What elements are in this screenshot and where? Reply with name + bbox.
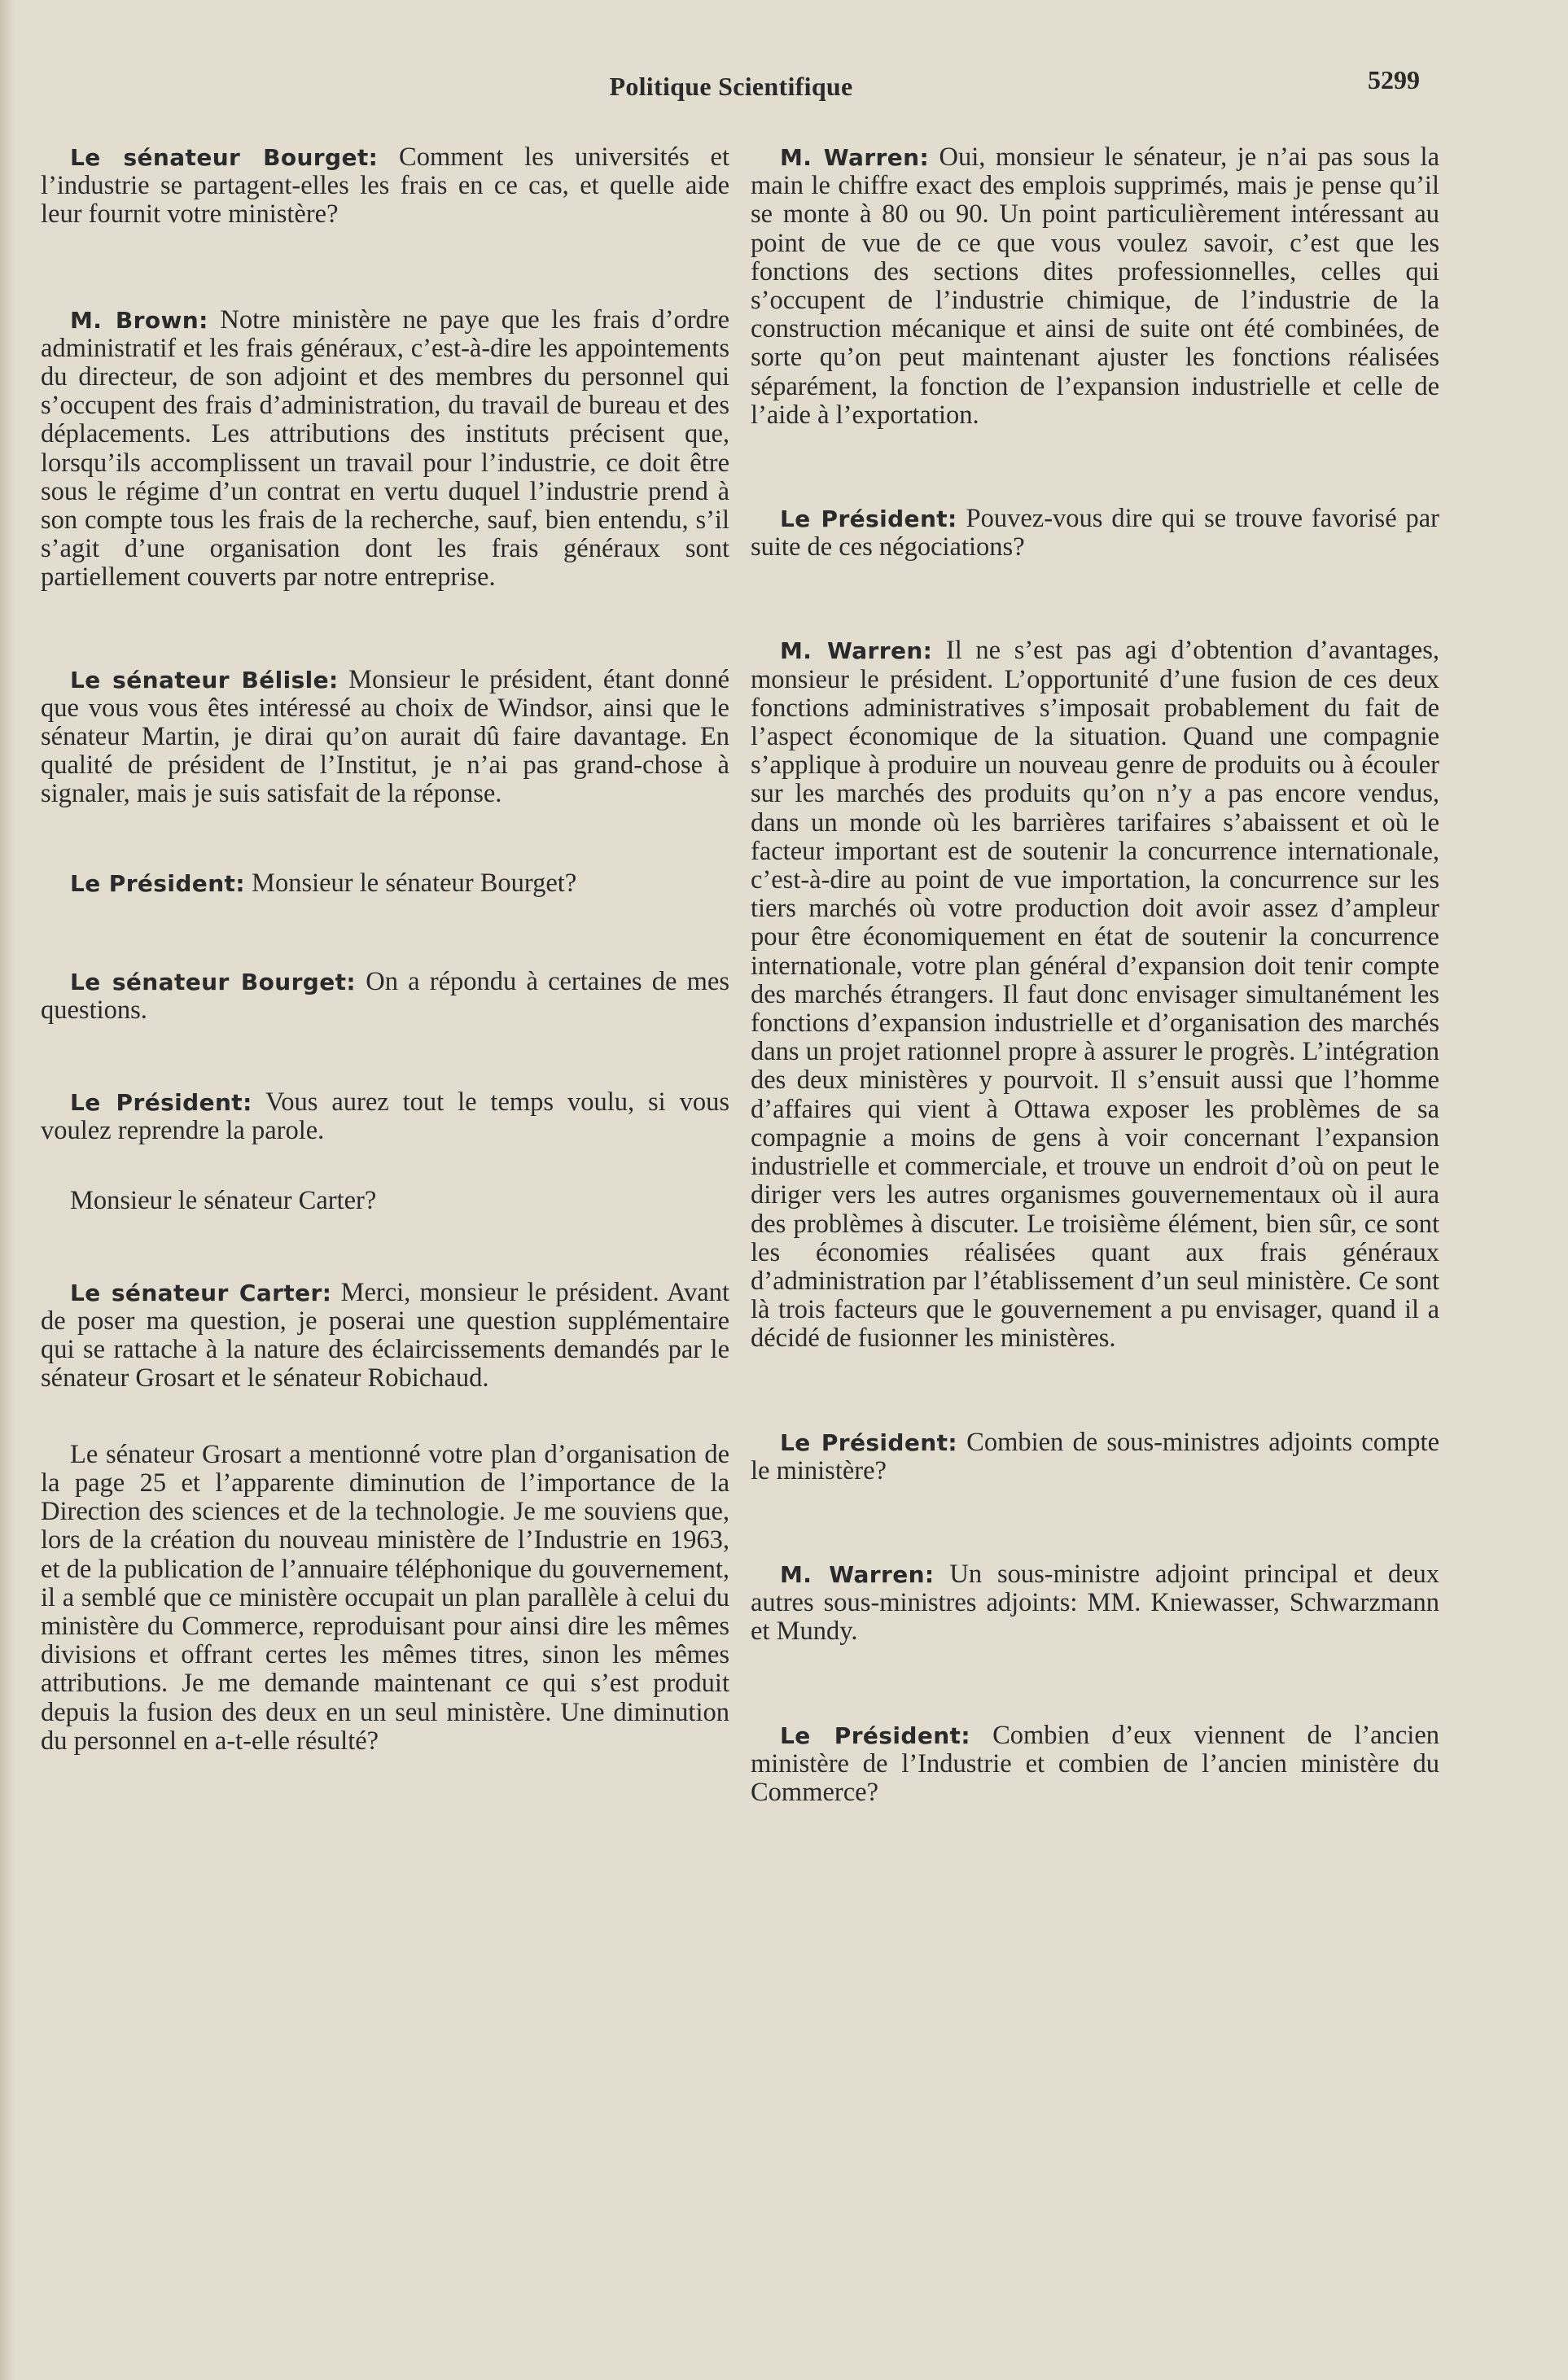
paragraph-text: Le sénateur Grosart a mentionné votre plan d’organisation de la page 25 et l’apparente diminution de l’importance de la Direction des sciences et de la technologie. Je me souviens que, lors de la création du nouveau ministère de l’Industrie en 1963, et de la publication de l’annuaire téléphonique du gouvernement, il a semblé que ce ministère occupait un plan parallèle à celui du ministère du Commerce, reproduisant pour ainsi dire les mêmes divisions et offrant certes les mêmes titres, sinon les mêmes attributions. Je me demande maintenant ce qui s’est produit depuis la fusion des deux en un seul ministère. Une diminution du personnel en a-t-elle résulté? xyxy=(41,1439,729,1756)
paragraph-text: Monsieur le sénateur Carter? xyxy=(70,1185,377,1215)
speaker-name: Le sénateur Bourget: xyxy=(70,144,379,171)
paragraph-text: Monsieur le sénateur Bourget? xyxy=(252,868,577,898)
paragraph xyxy=(751,1560,1439,1647)
speaker-name: M. Warren: xyxy=(780,1560,935,1588)
speaker-name: Le sénateur Bourget: xyxy=(70,968,357,995)
speaker-name: M. Warren: xyxy=(780,637,933,665)
paragraph xyxy=(751,143,1439,430)
paragraph xyxy=(41,1279,729,1393)
speaker-name: Le Président: xyxy=(70,1089,252,1117)
paragraph xyxy=(751,637,1439,1353)
speaker-name: Le Président: xyxy=(780,1428,957,1456)
paragraph-text: Comment les universités et l’industrie se partagent-elles les frais en ce cas, et quelle aide leur fournit votre ministère? xyxy=(41,142,730,230)
paragraph xyxy=(41,1088,729,1145)
paragraph xyxy=(751,505,1439,562)
speaker-name: Le sénateur Bélisle: xyxy=(70,666,339,693)
paragraph xyxy=(41,1441,729,1756)
paragraph-text: Merci, monsieur le président. Avant de poser ma question, je poserai une question supplémentaire qui se rattache à la nature des éclaircissements demandés par le sénateur Grosart et le sénateur Robichaud. xyxy=(41,1277,730,1393)
paragraph xyxy=(41,1187,729,1215)
left-column xyxy=(41,143,729,1756)
paragraph-text: Combien de sous-ministres adjoints compte le ministère? xyxy=(751,1427,1440,1485)
paragraph-text: Un sous-ministre adjoint principal et deux autres sous-ministres adjoints: MM. Kniewasser, Schwarzmann et Mundy. xyxy=(751,1559,1439,1647)
paragraph xyxy=(751,1722,1439,1808)
paragraph-text: Monsieur le président, étant donné que vous vous êtes intéressé au choix de Windsor, ainsi que le sénateur Martin, je dirai qu’on aurait dû faire davantage. En qualité de président de l’Institut, je n’ai pas grand-chose à signaler, mais je suis satisfait de la réponse. xyxy=(41,664,729,809)
paragraph-text: Il ne s’est pas agi d’obtention d’avantages, monsieur le président. L’opportunité d’une fusion de ces deux fonctions administratives s’imposait probablement du fait de l’aspect économique de la situation. Quand une compagnie s’applique à produire un nouveau genre de produits ou à écouler sur les marchés des produits qu’on n’y a pas encore vendus, dans un monde où les barrières tarifaires s’abaissent et où le facteur important est de soutenir la concurrence internationale, c’est-à-dire au point de vue importation, la concurrence sur les tiers marchés où votre production doit avoir assez d’ampleur pour être économiquement en état de soutenir la concurrence internationale, votre plan général d’expansion doit tenir compte des marchés étrangers. Il faut donc envisager simultanément les fonctions d’expansion industrielle et d’organisation des marchés dans un projet rationnel propre à assurer le progrès. L’intégration des deux ministères y pourvoit. Il s’ensuit aussi que l’homme d’affaires qui vient à Ottawa exposer les problèmes de sa compagnie a moins de gens à voir concernant l’expansion industrielle et commerciale, et trouve un endroit d’où on peut le diriger vers les autres organismes gouvernementaux où il aura des problèmes à discuter. Le troisième élément, bien sûr, ce sont les économies réalisées quant aux frais généraux d’administration par l’établissement d’un seul ministère. Ce sont là trois facteurs que le gouvernement a pu envisager, quand il a décidé de fusionner les ministères. xyxy=(751,636,1439,1354)
running-head: Politique Scientifique xyxy=(609,72,853,101)
paragraph xyxy=(41,666,729,809)
paragraph-text: Vous aurez tout le temps voulu, si vous voulez reprendre la parole. xyxy=(41,1087,730,1146)
speaker-name: Le sénateur Carter: xyxy=(70,1279,332,1306)
speaker-name: M. Brown: xyxy=(70,306,208,334)
right-column xyxy=(751,143,1439,1807)
paragraph xyxy=(751,1428,1439,1485)
speaker-name: M. Warren: xyxy=(780,144,930,171)
paragraph-text: Notre ministère ne paye que les frais d’ordre administratif et les frais généraux, c’est-à-dire les appointements du directeur, de son adjoint et des membres du personnel qui s’occupent des frais d’administration, du travail de bureau et des déplacements. Les attributions des instituts précisent que, lorsqu’ils accomplissent un travail pour l’industrie, ce doit être sous le régime d’un contrat en vertu duquel l’industrie prend à son compte tous les frais de la recherche, sauf, bien entendu, s’il s’agit d’une organisation dont les frais généraux sont partiellement couverts par notre entreprise. xyxy=(41,304,730,593)
paragraph xyxy=(41,143,729,230)
paragraph-text: Pouvez-vous dire qui se trouve favorisé par suite de ces négociations? xyxy=(751,504,1439,562)
speaker-name: Le Président: xyxy=(780,1722,970,1749)
page-number: 5299 xyxy=(1368,65,1420,94)
paragraph xyxy=(41,968,729,1025)
paragraph-text: Combien d’eux viennent de l’ancien ministère de l’Industrie et combien de l’ancien ministère du Commerce? xyxy=(751,1720,1439,1807)
speaker-name: Le Président: xyxy=(780,505,957,533)
paragraph xyxy=(41,306,729,593)
paragraph-text: Oui, monsieur le sénateur, je n’ai pas sous la main le chiffre exact des emplois supprimés, mais je pense qu’il se monte à 80 ou 90. Un point particulièrement intéressant au point de vue de ce que vous voulez savoir, c’est que les fonctions des sections dites professionnelles, celles qui s’occupent de l’industrie chimique, de l’industrie de la construction mécanique et ainsi de suite ont été combinées, de sorte qu’on peut maintenant ajuster les fonctions réalisées séparément, la fonction de l’expansion industrielle et celle de l’aide à l’exportation. xyxy=(751,142,1439,430)
speaker-name: Le Président: xyxy=(70,869,245,897)
paragraph xyxy=(41,869,729,898)
paragraph-text: On a répondu à certaines de mes questions. xyxy=(41,966,729,1026)
